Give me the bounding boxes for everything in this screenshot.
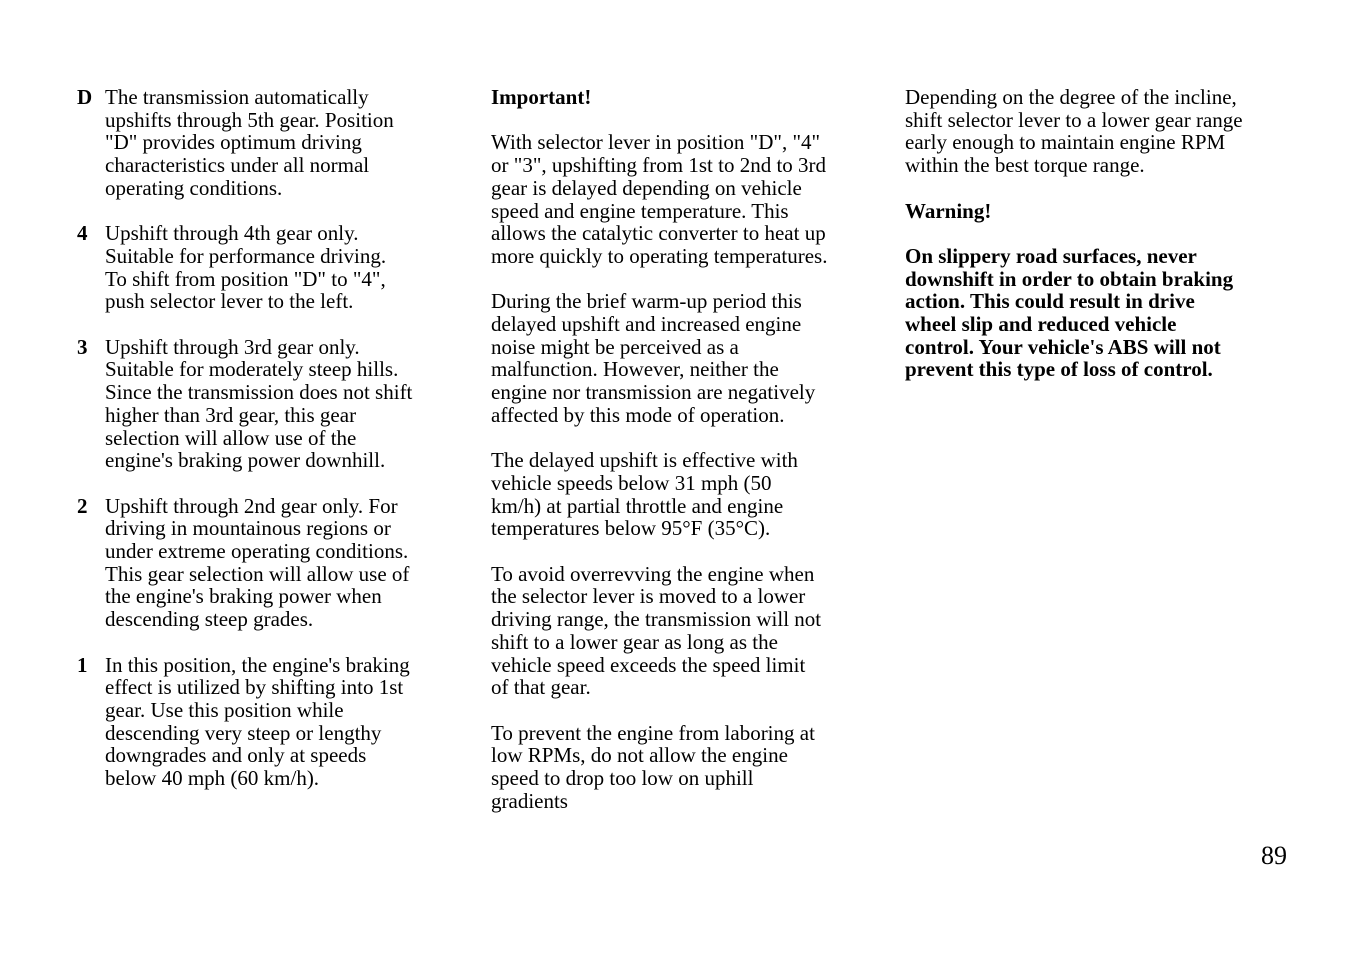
warning-heading: Warning! <box>905 198 992 223</box>
gear-key: D <box>77 85 93 109</box>
paragraph: To avoid overrevving the engine when the selector lever is moved to a lower driving range, the transmission will not shift to a lower gear as long as the vehicle speed exceeds the speed limit of that gear. <box>491 561 822 700</box>
paragraph: The delayed upshift is effective with vehicle speeds below 31 mph (50 km/h) at partial throttle and engine temperatures below 95°F (35°C). <box>491 448 798 541</box>
gear-item-3 <box>77 336 457 472</box>
warning-text: On slippery road surfaces, never downshift in order to obtain braking action. This could result in drive wheel slip and reduced vehicle control. Your vehicle's ABS will not prevent this type of loss of control. <box>905 243 1234 382</box>
gear-key: 1 <box>77 652 88 677</box>
gear-item-4 <box>77 222 457 313</box>
gear-item-2 <box>77 495 457 631</box>
gear-description: The transmission automatically upshifts through 5th gear. Position "D" provides optimum driving characteristics under all normal operating conditions. <box>105 85 394 200</box>
gear-positions-column <box>77 86 457 812</box>
gear-key: 3 <box>77 334 88 359</box>
page-number: 89 <box>1261 841 1287 870</box>
gear-description: Upshift through 4th gear only. Suitable for performance driving. To shift from position "D" to "4", push selector lever to the left. <box>105 221 387 314</box>
important-heading: Important! <box>491 85 592 109</box>
gear-description: Upshift through 3rd gear only. Suitable for moderately steep hills. Since the transmission does not shift higher than 3rd gear, this gear selection will allow use of the engine's braking power downhill. <box>105 334 413 473</box>
gear-key: 4 <box>77 221 88 246</box>
paragraph: With selector lever in position "D", "4" or "3", upshifting from 1st to 2nd to 3rd gear is delayed depending on vehicle speed and engine temperature. This allows the catalytic converter to heat up more quickly to operating temperatures. <box>491 130 828 268</box>
gear-item-d <box>77 86 457 200</box>
important-notes-column <box>491 86 871 835</box>
gear-description: In this position, the engine's braking effect is utilized by shifting into 1st gear. Use this position while descending very steep or lengthy downgrades and only at speeds below 40 mph (60 km/h). <box>105 652 410 791</box>
gear-description: Upshift through 2nd gear only. For driving in mountainous regions or under extreme operating conditions. This gear selection will allow use of the engine's braking power when descending steep grades. <box>105 493 410 632</box>
warning-column <box>905 86 1285 381</box>
gear-item-1 <box>77 654 457 790</box>
gear-key: 2 <box>77 493 88 518</box>
incline-paragraph: Depending on the degree of the incline, shift selector lever to a lower gear range early enough to maintain engine RPM within the best torque range. <box>905 85 1243 178</box>
paragraph: To prevent the engine from laboring at low RPMs, do not allow the engine speed to drop too low on uphill gradients <box>491 720 815 813</box>
paragraph: During the brief warm-up period this delayed upshift and increased engine noise might be perceived as a malfunction. However, neither the engine nor transmission are negatively affected by this mode of operation. <box>491 289 816 427</box>
